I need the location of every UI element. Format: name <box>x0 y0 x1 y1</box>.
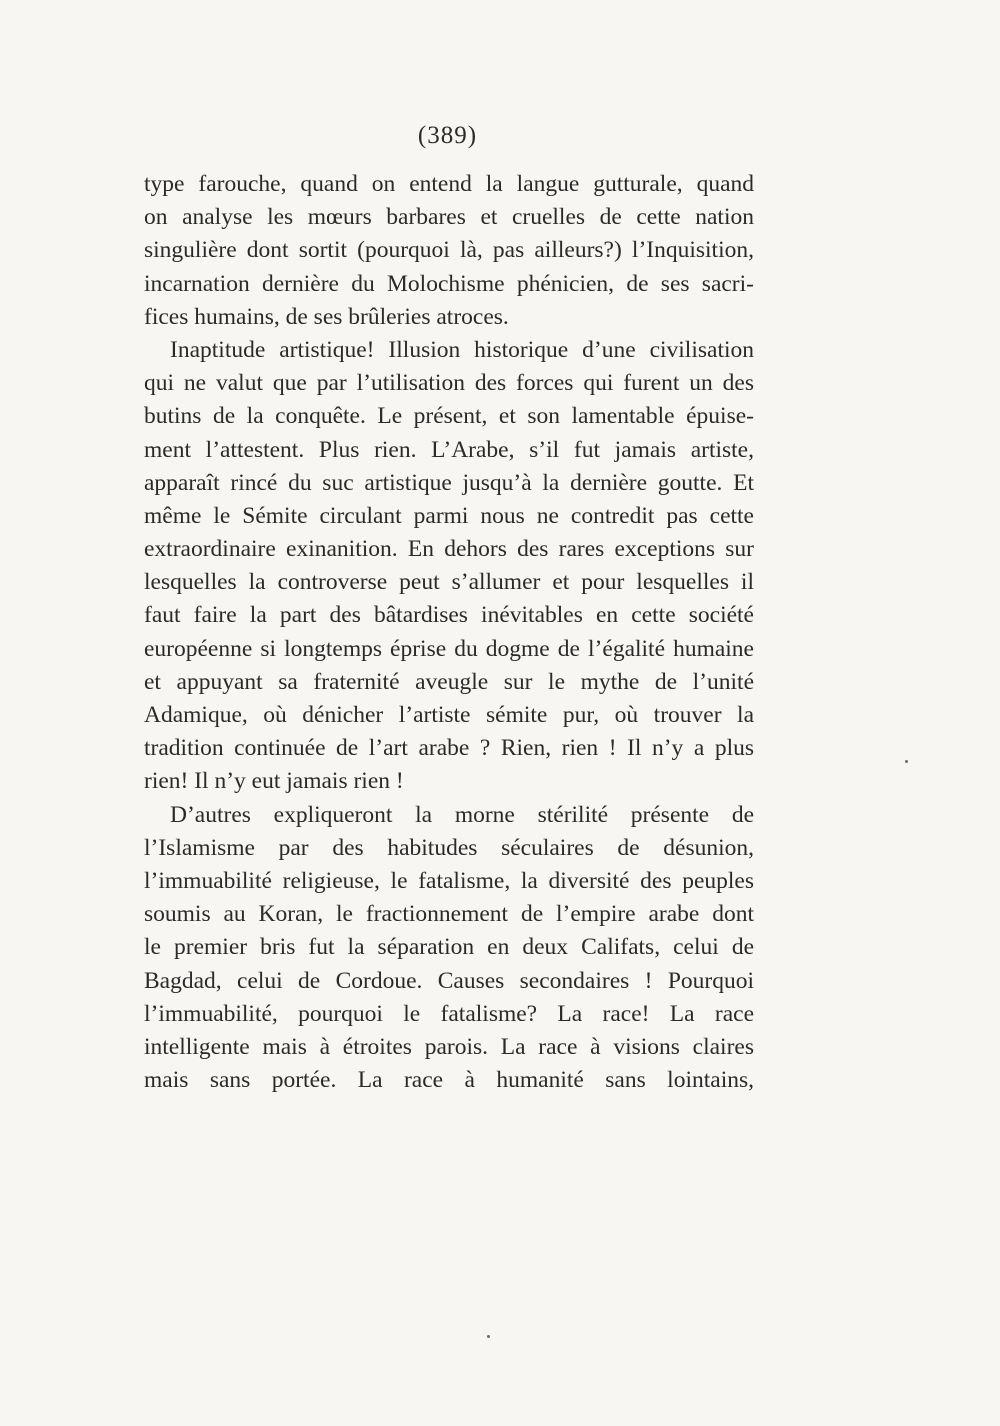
paragraph <box>144 799 754 1098</box>
text-line: qui ne valut que par l’utilisation des forces qui furent un des <box>144 370 754 397</box>
text-line: rien! Il n’y eut jamais rien ! <box>144 768 404 795</box>
text-line: mais sans portée. La race à humanité sans lointains, <box>144 1067 754 1094</box>
paper-speck <box>487 1335 490 1338</box>
text-line: l’immuabilité, pourquoi le fatalisme? La race! La race <box>144 1000 754 1027</box>
text-line: lesquelles la controverse peut s’allumer et pour lesquelles il <box>144 569 754 596</box>
paragraph <box>144 334 754 799</box>
text-line: Bagdad, celui de Cordoue. Causes secondaires ! Pourquoi <box>144 967 754 994</box>
text-line: butins de la conquête. Le présent, et son lamentable épuise- <box>144 403 754 430</box>
text-line: tradition continuée de l’art arabe ? Rien, rien ! Il n’y a plus <box>144 735 754 762</box>
text-line: ment l’attestent. Plus rien. L’Arabe, s’il fut jamais artiste, <box>144 436 754 463</box>
text-line: même le Sémite circulant parmi nous ne contredit pas cette <box>144 502 754 529</box>
page-number: (389) <box>417 122 478 149</box>
text-line: et appuyant sa fraternité aveugle sur le mythe de l’unité <box>144 668 754 695</box>
text-line: Inaptitude artistique! Illusion historique d’une civilisation <box>170 336 754 363</box>
text-line: on analyse les mœurs barbares et cruelles de cette nation <box>144 204 754 231</box>
text-line: extraordinaire exinanition. En dehors des rares exceptions sur <box>144 536 754 563</box>
text-line: Adamique, où dénicher l’artiste sémite pur, où trouver la <box>144 702 754 728</box>
text-line: l’immuabilité religieuse, le fatalisme, la diversité des peuples <box>144 867 754 894</box>
text-line: faut faire la part des bâtardises inévitables en cette société <box>144 602 754 629</box>
text-line: intelligente mais à étroites parois. La race à visions claires <box>144 1033 754 1060</box>
body-text <box>144 168 754 1097</box>
text-line: le premier bris fut la séparation en deux Califats, celui de <box>144 934 754 961</box>
text-line: D’autres expliqueront la morne stérilité présente de <box>170 801 754 828</box>
text-line: fices humains, de ses brûleries atroces. <box>144 303 509 330</box>
text-line: européenne si longtemps éprise du dogme de l’égalité humaine <box>144 635 754 662</box>
text-line: singulière dont sortit (pourquoi là, pas ailleurs?) l’Inquisition, <box>144 237 754 264</box>
text-line: apparaît rincé du suc artistique jusqu’à la dernière goutte. Et <box>144 469 754 496</box>
text-line: incarnation dernière du Molochisme phénicien, de ses sacri- <box>144 270 754 297</box>
text-line: l’Islamisme par des habitudes séculaires de désunion, <box>144 834 754 861</box>
text-line: soumis au Koran, le fractionnement de l’empire arabe dont <box>144 901 754 928</box>
paragraph <box>144 168 754 334</box>
text-line: type farouche, quand on entend la langue gutturale, quand <box>144 171 754 197</box>
paper-speck <box>905 760 908 763</box>
